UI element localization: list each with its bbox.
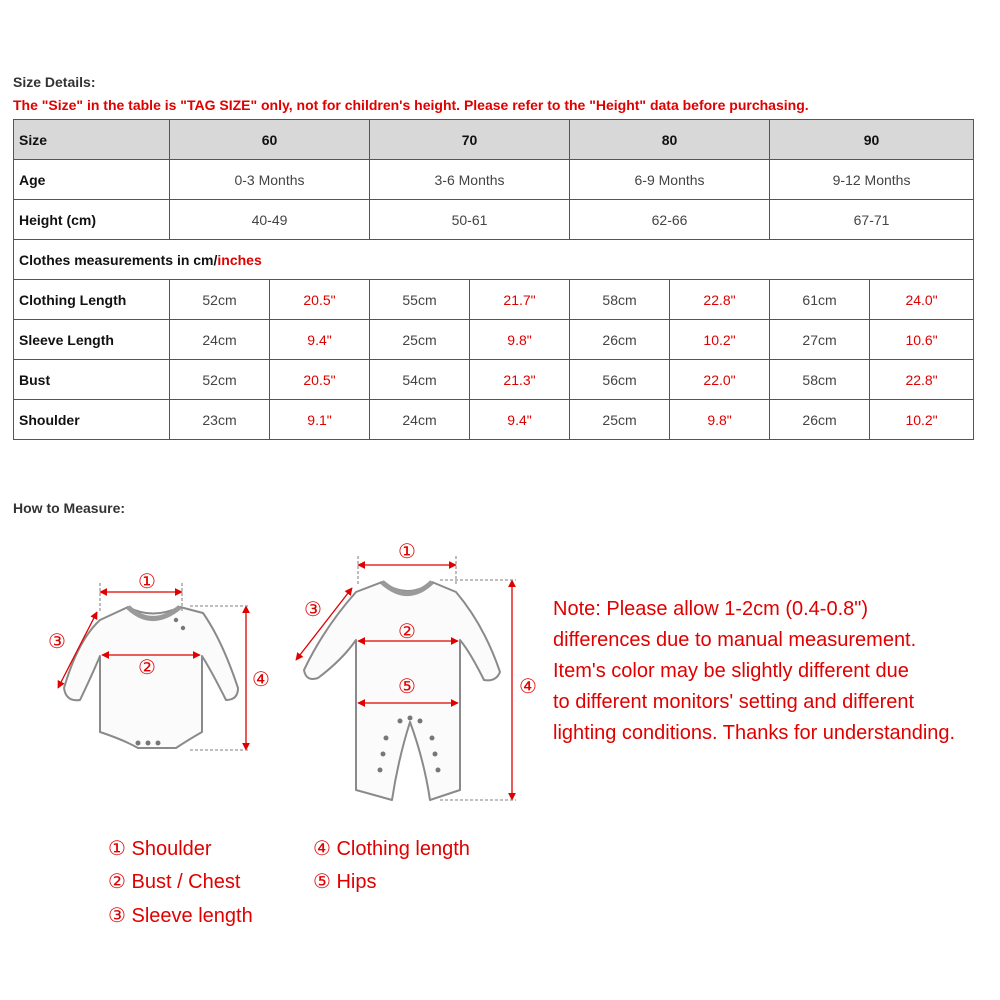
note-line: Item's color may be slightly different due: [553, 660, 909, 682]
inch-cell: 9.4": [470, 400, 570, 440]
age-cell: 6-9 Months: [570, 160, 770, 200]
marker-2-bodysuit: ②: [138, 655, 156, 679]
measurement-row-shoulder: [14, 400, 974, 440]
note-line: to different monitors' setting and different: [553, 691, 915, 713]
measurement-row-bust: [14, 360, 974, 400]
note-line: differences due to manual measurement.: [553, 629, 917, 651]
section-unit-inches: inches: [217, 251, 262, 268]
measurements-section-label: [14, 240, 974, 280]
cm-cell: 61cm: [770, 280, 870, 320]
height-cell: 62-66: [570, 200, 770, 240]
inch-cell: 21.7": [470, 280, 570, 320]
how-to-measure-heading: How to Measure:: [13, 500, 126, 516]
height-label: Height (cm): [14, 200, 170, 240]
age-cell: 3-6 Months: [370, 160, 570, 200]
legend-bust-chest: ② Bust / Chest: [108, 871, 241, 893]
cm-cell: 24cm: [170, 320, 270, 360]
height-row: [14, 200, 974, 240]
row-label: Shoulder: [14, 400, 170, 440]
marker-3-romper: ③: [304, 597, 322, 621]
age-cell: 9-12 Months: [770, 160, 974, 200]
inch-cell: 22.8": [670, 280, 770, 320]
row-label: Sleeve Length: [14, 320, 170, 360]
size-table: [13, 119, 974, 440]
tag-size-notice: The "Size" in the table is "TAG SIZE" only, not for children's height. Please refer to the "Height" data before purchasing.: [13, 97, 809, 113]
size-cell: 70: [370, 120, 570, 160]
inch-cell: 20.5": [270, 360, 370, 400]
cm-cell: 24cm: [370, 400, 470, 440]
inch-cell: 22.8": [870, 360, 974, 400]
marker-1-bodysuit: ①: [138, 569, 156, 593]
section-label-text: Clothes measurements in cm/: [19, 251, 218, 268]
size-details-heading: Size Details:: [13, 74, 96, 90]
age-label: Age: [14, 160, 170, 200]
cm-cell: 55cm: [370, 280, 470, 320]
inch-cell: 21.3": [470, 360, 570, 400]
age-cell: 0-3 Months: [170, 160, 370, 200]
cm-cell: 54cm: [370, 360, 470, 400]
marker-1-romper: ①: [398, 539, 416, 563]
size-cell: 90: [770, 120, 974, 160]
marker-5-romper: ⑤: [398, 674, 416, 698]
legend-shoulder: ① Shoulder: [108, 838, 212, 860]
inch-cell: 9.8": [670, 400, 770, 440]
inch-cell: 9.4": [270, 320, 370, 360]
measurement-diagram: [0, 530, 540, 820]
legend-hips: ⑤ Hips: [313, 871, 377, 893]
section-row: [14, 240, 974, 280]
marker-4-bodysuit: ④: [252, 667, 270, 691]
age-row: [14, 160, 974, 200]
measurement-row-clothing-length: [14, 280, 974, 320]
measurement-row-sleeve-length: [14, 320, 974, 360]
cm-cell: 52cm: [170, 280, 270, 320]
legend-clothing-length: ④ Clothing length: [313, 838, 470, 860]
height-cell: 50-61: [370, 200, 570, 240]
cm-cell: 56cm: [570, 360, 670, 400]
size-cell: 80: [570, 120, 770, 160]
size-row: [14, 120, 974, 160]
inch-cell: 10.6": [870, 320, 974, 360]
cm-cell: 25cm: [370, 320, 470, 360]
row-label: Clothing Length: [14, 280, 170, 320]
inch-cell: 10.2": [670, 320, 770, 360]
cm-cell: 26cm: [570, 320, 670, 360]
inch-cell: 22.0": [670, 360, 770, 400]
cm-cell: 52cm: [170, 360, 270, 400]
size-cell: 60: [170, 120, 370, 160]
note-line: lighting conditions. Thanks for understanding.: [553, 722, 956, 744]
cm-cell: 26cm: [770, 400, 870, 440]
note-line: Note: Please allow 1-2cm (0.4-0.8"): [553, 598, 869, 620]
inch-cell: 10.2": [870, 400, 974, 440]
measurement-note: [553, 594, 998, 749]
marker-3-bodysuit: ③: [48, 629, 66, 653]
size-label: Size: [14, 120, 170, 160]
legend-sleeve-length: ③ Sleeve length: [108, 905, 253, 927]
cm-cell: 58cm: [570, 280, 670, 320]
cm-cell: 27cm: [770, 320, 870, 360]
marker-2-romper: ②: [398, 619, 416, 643]
inch-cell: 9.8": [470, 320, 570, 360]
inch-cell: 24.0": [870, 280, 974, 320]
cm-cell: 25cm: [570, 400, 670, 440]
marker-4-romper: ④: [519, 674, 537, 698]
row-label: Bust: [14, 360, 170, 400]
inch-cell: 9.1": [270, 400, 370, 440]
height-cell: 67-71: [770, 200, 974, 240]
inch-cell: 20.5": [270, 280, 370, 320]
cm-cell: 58cm: [770, 360, 870, 400]
cm-cell: 23cm: [170, 400, 270, 440]
height-cell: 40-49: [170, 200, 370, 240]
